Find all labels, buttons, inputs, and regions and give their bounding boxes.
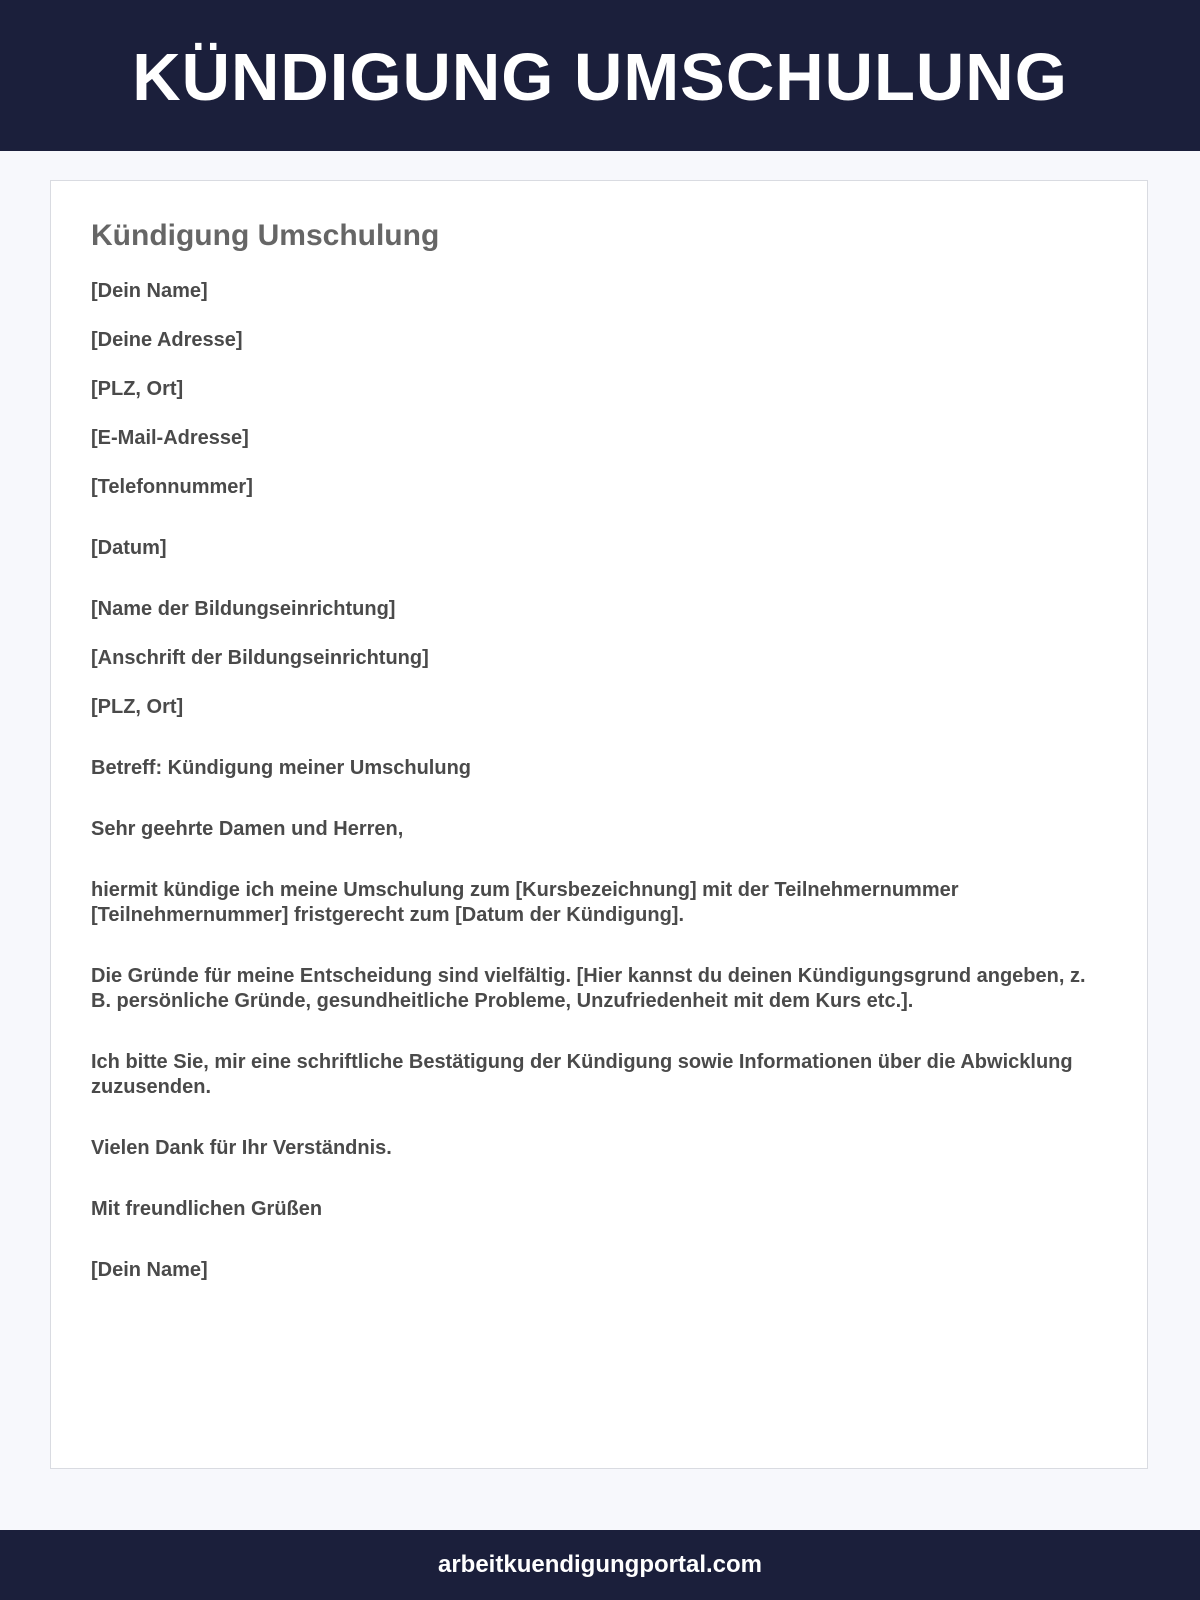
letter-date: [Datum]	[91, 537, 167, 559]
letter-paragraph-2: Die Gründe für meine Entscheidung sind vielfältig. [Hier kannst du deinen Kündigungsgrund angeben, z. B. persönliche Gründe, gesundheitliche Probleme, Unzufriedenheit mit dem Kurs etc.].	[91, 965, 1086, 1012]
sender-address: [Deine Adresse]	[91, 329, 243, 351]
page-header	[0, 0, 1200, 151]
letter-subject: Betreff: Kündigung meiner Umschulung	[91, 757, 471, 779]
letter-thanks: Vielen Dank für Ihr Verständnis.	[91, 1137, 392, 1159]
footer-site-link[interactable]: arbeitkuendigungportal.com	[437, 1551, 763, 1578]
sender-name: [Dein Name]	[91, 280, 208, 302]
recipient-zip-city: [PLZ, Ort]	[91, 696, 184, 718]
letter-paragraph-3: Ich bitte Sie, mir eine schriftliche Bestätigung der Kündigung sowie Informationen über die Abwicklung zuzusenden.	[91, 1051, 1073, 1098]
letter-signature: [Dein Name]	[91, 1259, 208, 1281]
letter-paragraph-1: hiermit kündige ich meine Umschulung zum [Kursbezeichnung] mit der Teilnehmernummer [Teilnehmernummer] fristgerecht zum [Datum der Kündigung].	[91, 879, 959, 926]
header-title: KÜNDIGUNG UMSCHULUNG	[132, 40, 1068, 115]
recipient-name: [Name der Bildungseinrichtung]	[91, 598, 396, 620]
page-footer	[0, 1530, 1200, 1600]
letter-salutation: Sehr geehrte Damen und Herren,	[91, 818, 404, 840]
letter-title: Kündigung Umschulung	[91, 219, 440, 252]
letter-closing: Mit freundlichen Grüßen	[91, 1198, 323, 1220]
letter-card	[50, 180, 1148, 1469]
sender-email: [E-Mail-Adresse]	[91, 427, 249, 449]
recipient-address: [Anschrift der Bildungseinrichtung]	[91, 647, 429, 669]
sender-zip-city: [PLZ, Ort]	[91, 378, 184, 400]
sender-phone: [Telefonnummer]	[91, 476, 253, 498]
